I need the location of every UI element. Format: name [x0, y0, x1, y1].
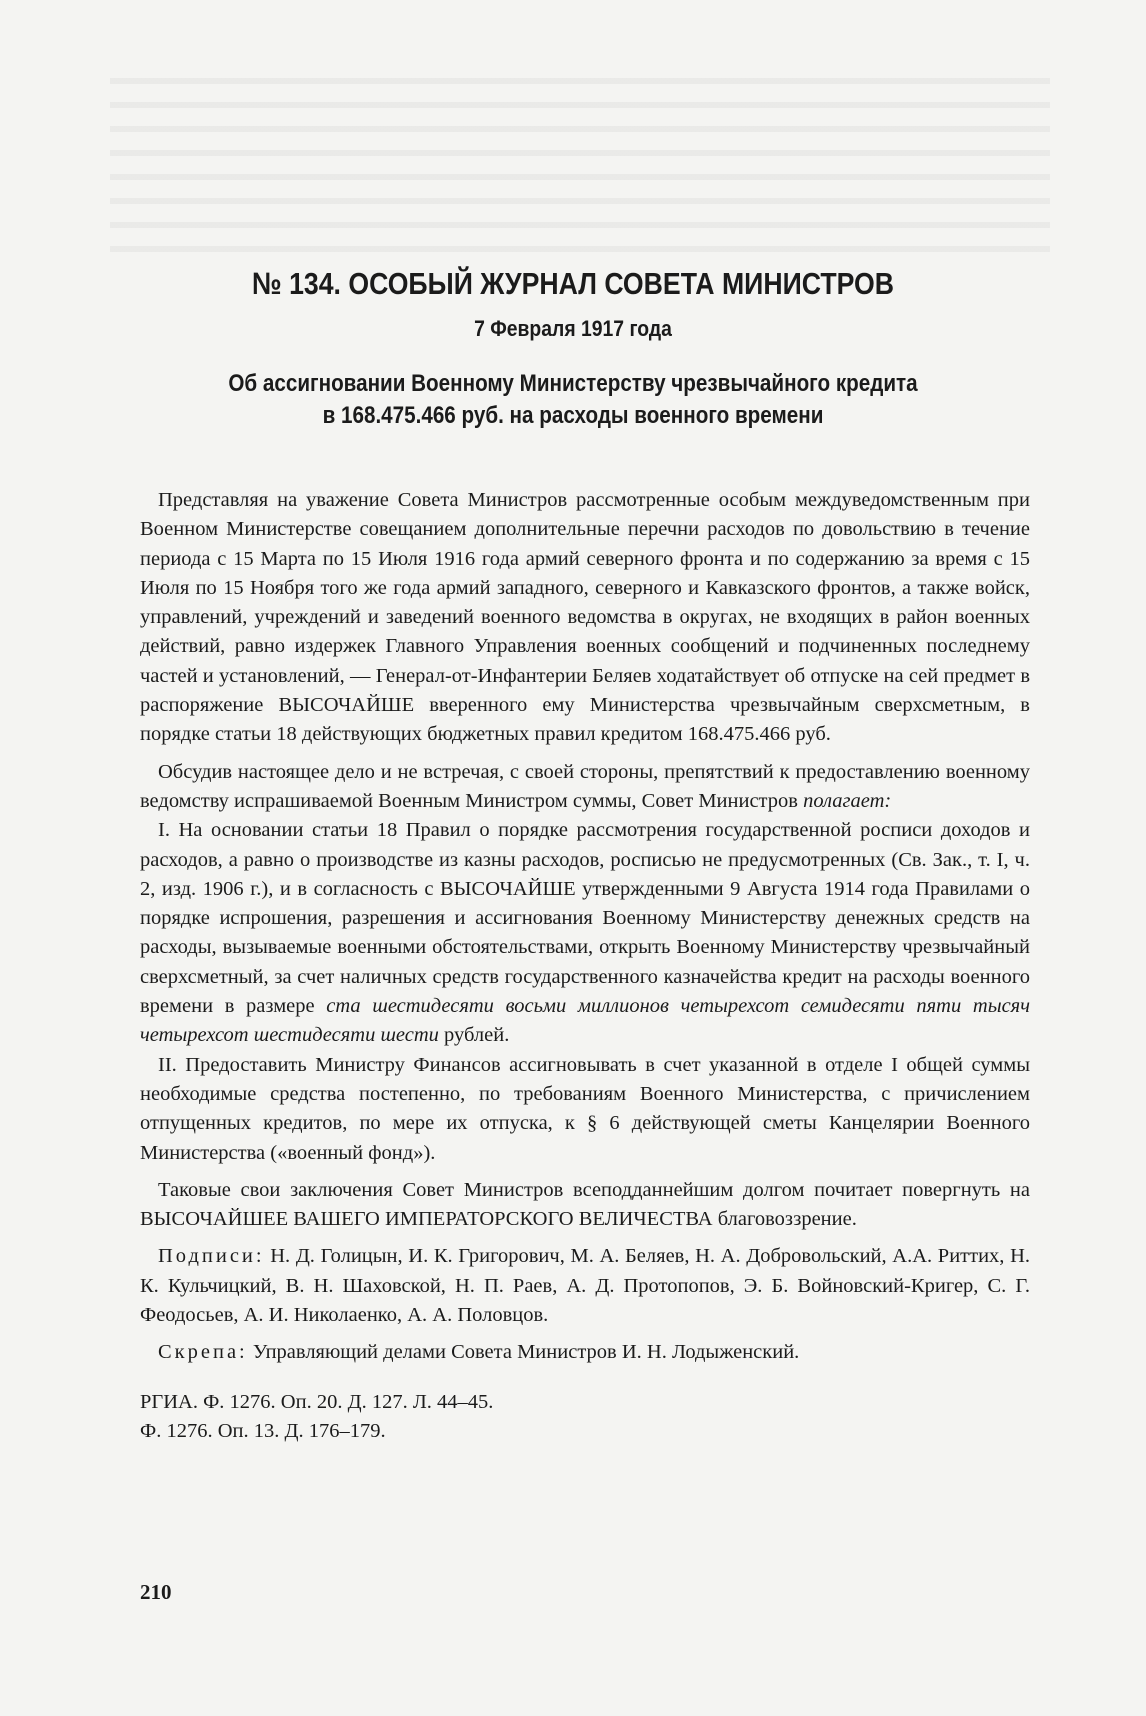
paragraph-4: II. Предоставить Министру Финансов ассигновывать в счет указанной в отделе I общей суммы необходимые средства постепенно, по требованиям Военного Министерства, с причислением отпущенных кредитов, по мере их отпуска, к § 6 действующей сметы Канцелярии Военного Министерства («военный фонд»).	[140, 1053, 1030, 1164]
page-number: 210	[140, 1580, 172, 1604]
signatures-label: Подписи:	[158, 1245, 265, 1268]
skrepa-text: Управляющий делами Совета Министров И. Н. Лодыженский.	[247, 1341, 800, 1364]
paragraph-2	[140, 758, 1030, 817]
paragraph-2-text: Обсудив настоящее дело и не встречая, с своей стороны, препятствий к предоставлению военному ведомству испрашиваемой Военным Министром суммы, Совет Министров	[140, 760, 1030, 812]
archive-reference-2: Ф. 1276. Оп. 13. Д. 176–179.	[140, 1420, 386, 1442]
subtitle-line-1: Об ассигновании Военному Министерству чрезвычайного кредита	[228, 370, 918, 397]
paragraph-3-italic: ста шестидесяти восьми миллионов четырехсот семидесяти пяти тысяч четырехсот шестидесяти шести	[140, 995, 1030, 1047]
signatures	[140, 1242, 1030, 1330]
skrepa	[140, 1338, 1030, 1367]
paragraph-5: Таковые свои заключения Совет Министров всеподданнейшим долгом почитает повергнуть на ВЫСОЧАЙШЕЕ ВАШЕГО ИМПЕРАТОРСКОГО ВЕЛИЧЕСТВА благовоззрение.	[140, 1178, 1030, 1231]
document-body	[140, 486, 1030, 1368]
document-title: № 134. ОСОБЫЙ ЖУРНАЛ СОВЕТА МИНИСТРОВ	[251, 266, 895, 301]
document-subtitle	[80, 368, 1066, 432]
paragraph-3	[140, 816, 1030, 1050]
archive-reference-1: РГИА. Ф. 1276. Оп. 20. Д. 127. Л. 44–45.	[140, 1391, 494, 1413]
paragraph-3-text: I. На основании статьи 18 Правил о порядке рассмотрения государственной росписи доходов и расходов, а равно о производстве из казны расходов, росписью не предусмотренных (Св. Зак., т. I, ч. 2, изд. 1906 г.), и в согласность с ВЫСОЧАЙШЕ утвержденными 9 Августа 1914 года Правилами о порядке испрошения, разрешения и ассигнования Военному Министерству денежных средств на расходы, вызываемые военными обстоятельствами, открыть Военному Министерству чрезвычайный сверхсметный, за счет наличных средств государственного казначейства кредит на расходы военного времени в размере	[140, 819, 1030, 1018]
paragraph-2-italic: полагает:	[803, 789, 892, 812]
paragraph-3-tail: рублей.	[438, 1024, 510, 1047]
signatures-text: Н. Д. Голицын, И. К. Григорович, М. А. Беляев, Н. А. Добровольский, А.А. Риттих, Н. К. Кульчицкий, В. Н. Шаховской, Н. П. Раев, А. Д. Протопопов, Э. Б. Войновский-Кригер, С. Г. Феодосьев, А. И. Николаенко, А. А. Половцов.	[140, 1245, 1030, 1327]
document-date: 7 Февраля 1917 года	[474, 316, 672, 341]
archive-references	[140, 1388, 493, 1446]
skrepa-label: Скрепа:	[158, 1341, 248, 1364]
subtitle-line-2: в 168.475.466 руб. на расходы военного времени	[322, 402, 824, 429]
bleed-through-texture	[110, 60, 1050, 260]
paragraph-1: Представляя на уважение Совета Министров рассмотренные особым междуведомственным при Военном Министерстве совещанием дополнительные перечни расходов по довольствию в течение периода с 15 Марта по 15 Июля 1916 года армий северного фронта и по содержанию за время с 15 Июля по 15 Ноября того же года армий западного, северного и Кавказского фронтов, а также войск, управлений, учреждений и заведений военного ведомства в округах, не входящих в район военных действий, равно издержек Главного Управления военных сообщений и подчиненных последнему частей и установлений, — Генерал-от-Инфантерии Беляев ходатайствует об отпуске на сей предмет в распоряжение ВЫСОЧАЙШЕ вверенного ему Министерства чрезвычайным сверхсметным, в порядке статьи 18 действующих бюджетных правил кредитом 168.475.466 руб.	[140, 489, 1030, 746]
